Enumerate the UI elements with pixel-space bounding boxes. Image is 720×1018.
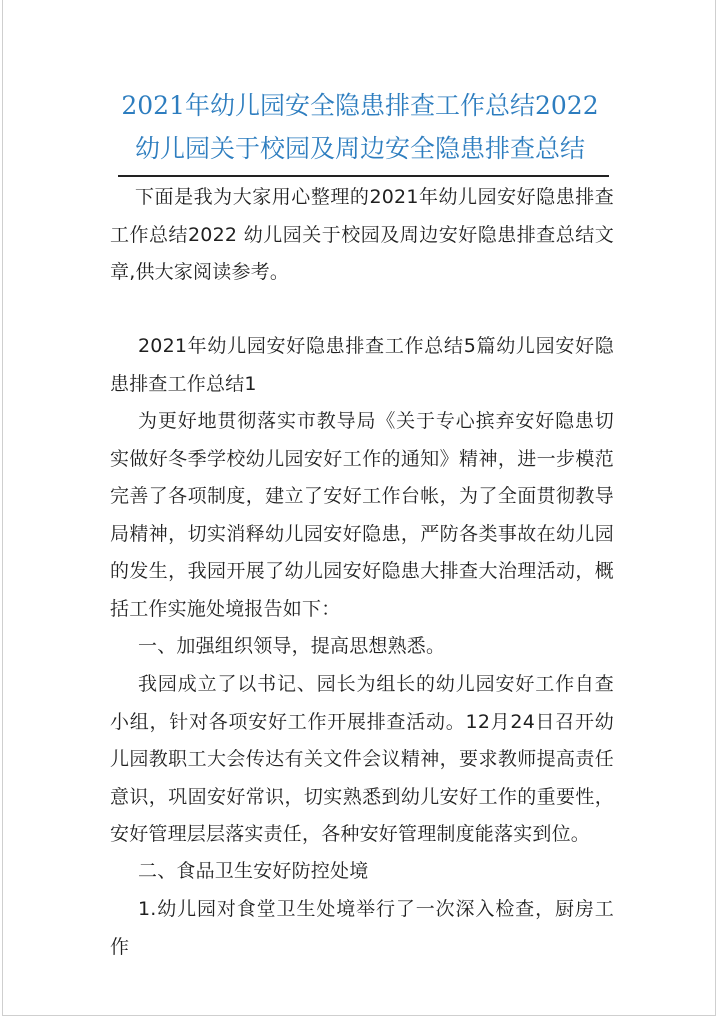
body-paragraph: 为更好地贯彻落实市教导局《关于专心摈弃安好隐患切实做好冬季学校幼儿园安好工作的通知》精神，进一步模范完善了各项制度，建立了安好工作台帐，为了全面贯彻教导局精神，切实消释幼儿园安好隐患，严防各类事故在幼儿园的发生，我园开展了幼儿园安好隐患大排查大治理活动，概括工作实施处境报告如下： <box>110 410 614 620</box>
body-paragraph: 我园成立了以书记、园长为组长的幼儿园安好工作自查小组，针对各项安好工作开展排查活动。12月24日召开幼儿园教职工大会传达有关文件会议精神，要求教师提高责任意识，巩固安好常识，切实熟悉到幼儿安好工作的重要性，安好管理层层落实责任，各种安好管理制度能落实到位。 <box>110 673 614 845</box>
subheading-organization: 一、加强组织领导，提高思想熟悉。 <box>138 635 446 657</box>
section-heading: 2021年幼儿园安好隐患排查工作总结5篇幼儿园安好隐患排查工作总结1 <box>110 335 614 395</box>
intro-paragraph: 下面是我为大家用心整理的2021年幼儿园安好隐患排查工作总结2022 幼儿园关于校园及周边安好隐患排查总结文章,供大家阅读参考。 <box>110 186 614 283</box>
body-paragraph: 1.幼儿园对食堂卫生处境举行了一次深入检查，厨房工作 <box>110 898 614 958</box>
document-title <box>60 84 660 170</box>
title-divider <box>118 175 609 177</box>
title-line-2: 幼儿园关于校园及周边安全隐患排查总结 <box>134 134 585 163</box>
subheading-food-safety: 二、食品卫生安好防控处境 <box>138 860 369 882</box>
title-line-1: 2021年幼儿园安全隐患排查工作总结2022 <box>121 91 599 120</box>
